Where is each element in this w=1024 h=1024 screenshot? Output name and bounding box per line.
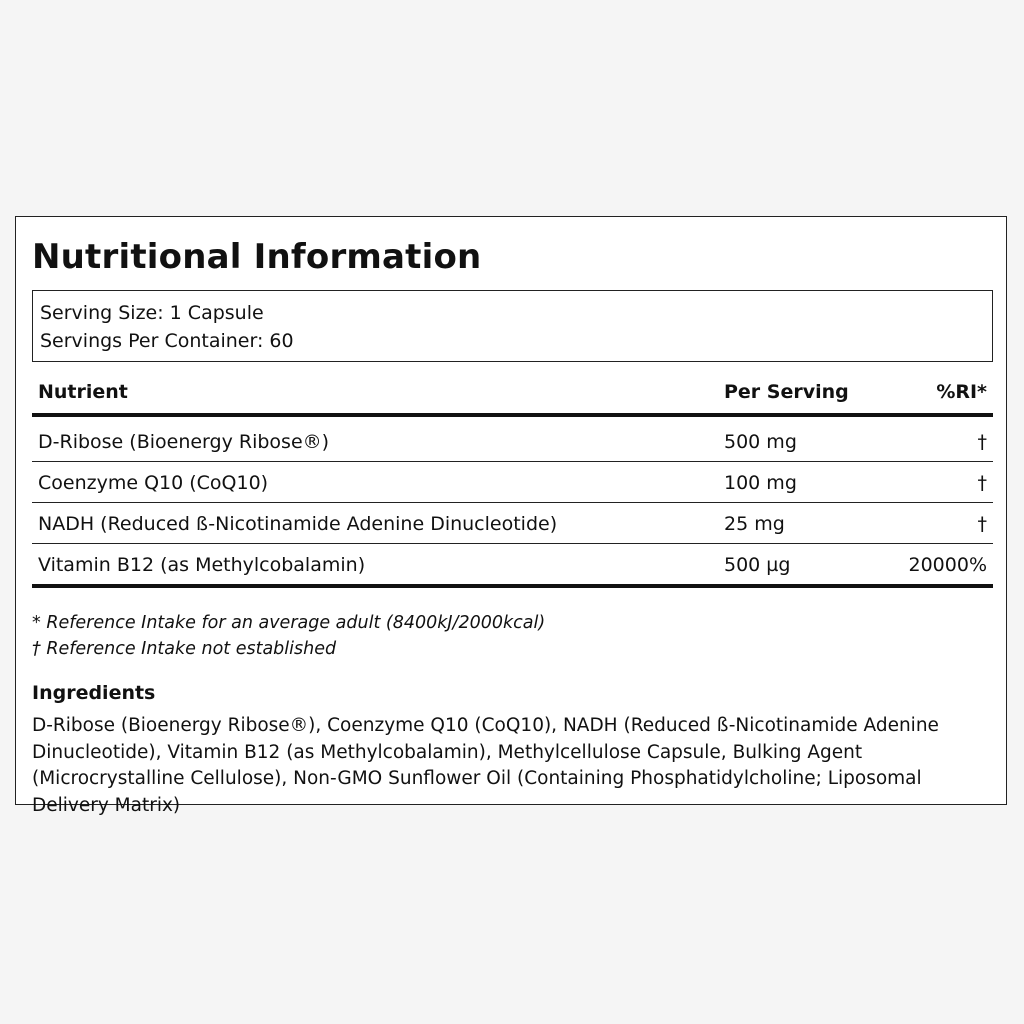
ri-value: † (977, 513, 987, 535)
ri-value: 20000% (908, 554, 987, 576)
table-row (32, 421, 993, 462)
servings-per-container: Servings Per Container: 60 (40, 330, 294, 352)
table-row (32, 503, 993, 544)
table-row (32, 544, 993, 588)
per-serving-value: 100 mg (724, 472, 797, 494)
panel-title: Nutritional Information (32, 237, 482, 277)
ri-value: † (977, 472, 987, 494)
footnote-reference-intake: * Reference Intake for an average adult (8400kJ/2000kcal) (32, 613, 546, 633)
per-serving-value: 25 mg (724, 513, 785, 535)
nutrient-name: D-Ribose (Bioenergy Ribose®) (38, 431, 330, 453)
nutrition-panel (15, 216, 1007, 816)
per-serving-value: 500 mg (724, 431, 797, 453)
serving-size: Serving Size: 1 Capsule (40, 302, 264, 324)
footnote-not-established: † Reference Intake not established (32, 639, 337, 659)
ingredients-heading: Ingredients (32, 682, 156, 704)
per-serving-value: 500 µg (724, 554, 791, 576)
header-nutrient: Nutrient (38, 381, 128, 403)
ri-value: † (977, 431, 987, 453)
table-row (32, 462, 993, 503)
serving-info-box (32, 290, 993, 362)
header-ri: %RI* (936, 381, 987, 403)
nutrient-name: Coenzyme Q10 (CoQ10) (38, 472, 269, 494)
nutrient-name: Vitamin B12 (as Methylcobalamin) (38, 554, 366, 576)
table-header (32, 377, 993, 417)
footnotes (32, 610, 545, 662)
ingredients-list: D-Ribose (Bioenergy Ribose®), Coenzyme Q10 (CoQ10), NADH (Reduced ß-Nicotinamide Adenine Dinucleotide), Vitamin B12 (as Methylcobalamin), Methylcellulose Capsule, Bulking Agent (Microcrystalline Cellulose), Non-GMO Sunflower Oil (Containing Phosphatidylcholine; Liposomal Delivery Matrix) (32, 715, 939, 816)
nutrient-table (32, 377, 993, 588)
header-per-serving: Per Serving (724, 381, 849, 403)
nutrient-name: NADH (Reduced ß-Nicotinamide Adenine Dinucleotide) (38, 513, 558, 535)
